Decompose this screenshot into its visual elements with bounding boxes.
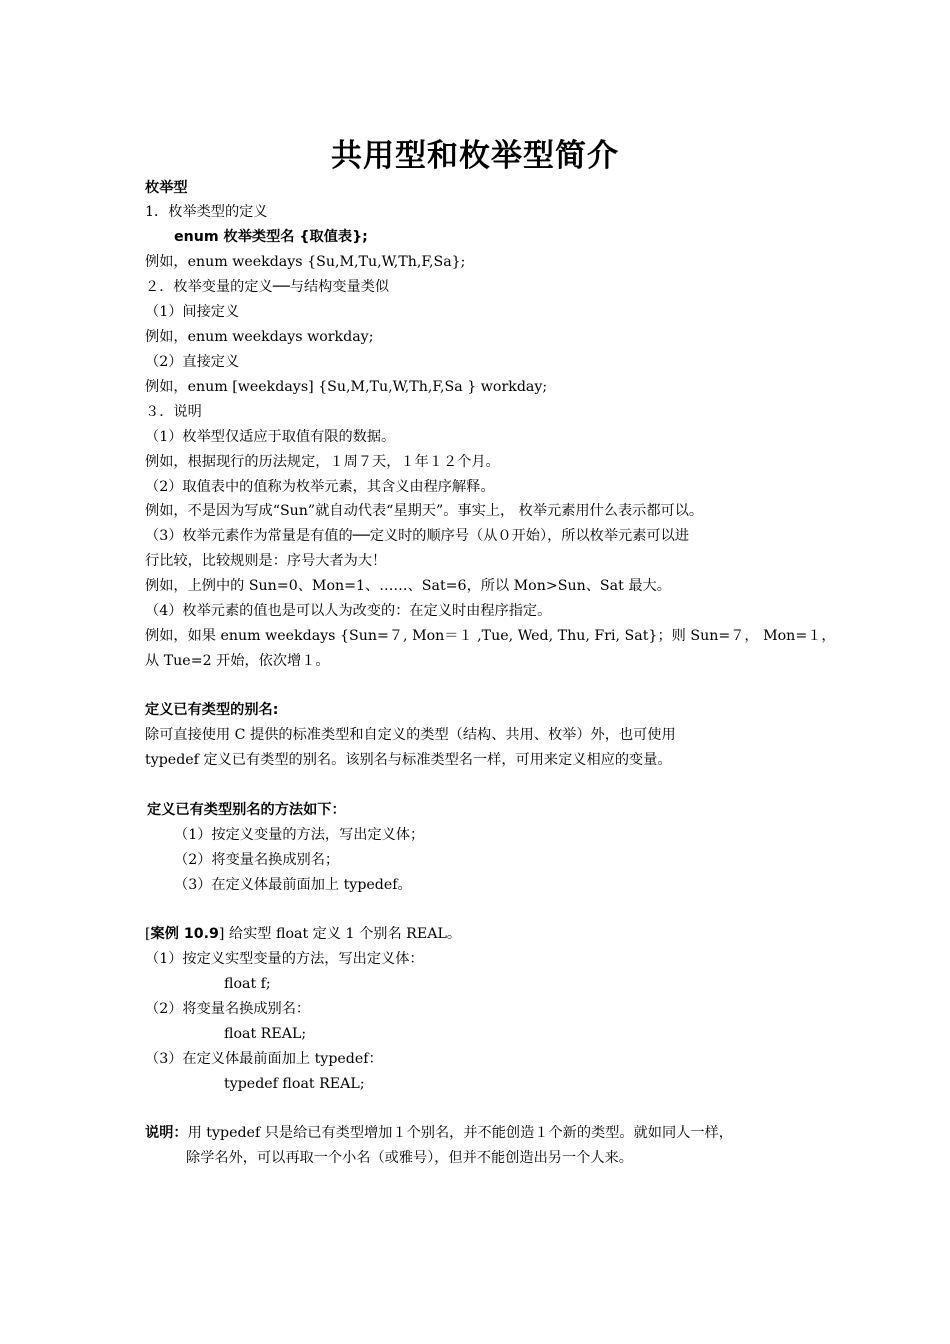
- text-line: 从 Tue=2 开始，依次增１。: [145, 653, 330, 669]
- text-line: （2）直接定义: [145, 354, 240, 370]
- text-line: （3）在定义体最前面加上 typedef。: [174, 877, 412, 893]
- text-line: （2）将变量名换成别名；: [174, 852, 340, 868]
- text-line: （4）枚举元素的值也是可以人为改变的：在定义时由程序指定。: [145, 603, 552, 619]
- example-label: 案例 10.9: [150, 926, 219, 942]
- text-line: （3）枚举元素作为常量是有值的──定义时的顺序号（从０开始），所以枚举元素可以进: [145, 528, 689, 544]
- bracket-open: [: [145, 926, 151, 942]
- code-line: typedef float REAL;: [224, 1076, 365, 1092]
- text-line: （2）取值表中的值称为枚举元素，其含义由程序解释。: [145, 479, 495, 495]
- note-line: [145, 1121, 825, 1146]
- text-line: （2）将变量名换成别名：: [145, 1001, 311, 1017]
- text-line: 例如，不是因为写成“Sun”就自动代表“星期天”。事实上， 枚举元素用什么表示都可以。: [145, 503, 704, 519]
- text-line: 例如，enum weekdays {Su,M,Tu,W,Th,F,Sa};: [145, 254, 466, 270]
- text-line: （1）枚举型仅适应于取值有限的数据。: [145, 429, 396, 445]
- note-text: 用 typedef 只是给已有类型增加１个别名，并不能创造１个新的类型。就如同人一样，: [187, 1125, 733, 1141]
- note-label: 说明：: [145, 1125, 188, 1141]
- text-line: 除可直接使用 C 提供的标准类型和自定义的类型（结构、共用、枚举）外，也可使用: [145, 727, 676, 743]
- subheading-method: 定义已有类型别名的方法如下：: [147, 802, 346, 818]
- text-line: ２．枚举变量的定义──与结构变量类似: [145, 279, 390, 295]
- text-line: 例如，enum weekdays workday;: [145, 329, 374, 345]
- text-line: （3）在定义体最前面加上 typedef：: [145, 1051, 383, 1067]
- text-line: 例如，如果 enum weekdays {Sun=７, Mon＝１ ,Tue, Wed, Thu, Fri, Sat}；则 Sun=７， Mon=１，: [145, 628, 836, 644]
- example-heading: [145, 922, 825, 947]
- example-text: ] 给实型 float 定义 1 个别名 REAL。: [218, 926, 462, 942]
- text-line: 例如，根据现行的历法规定，１周７天，１年１２个月。: [145, 454, 500, 470]
- section-heading-enum: 枚举型: [145, 180, 188, 196]
- code-line: float REAL;: [224, 1026, 307, 1042]
- code-line: float f;: [224, 976, 271, 992]
- text-line: ３．说明: [145, 404, 202, 420]
- text-line: 1．枚举类型的定义: [145, 204, 268, 220]
- text-line: （1）按定义变量的方法，写出定义体；: [174, 827, 425, 843]
- text-line: （1）间接定义: [145, 304, 240, 320]
- text-line: typedef 定义已有类型的别名。该别名与标准类型名一样，可用来定义相应的变量。: [145, 752, 672, 768]
- text-line: 例如，enum [weekdays] {Su,M,Tu,W,Th,F,Sa } workday;: [145, 379, 548, 395]
- code-line: enum 枚举类型名 {取值表};: [174, 229, 368, 245]
- page-title: 共用型和枚举型简介: [331, 138, 619, 174]
- text-line: 例如，上例中的 Sun=0、Mon=1、……、Sat=6，所以 Mon>Sun、Sat 最大。: [145, 578, 671, 594]
- text-line: 行比较，比较规则是：序号大者为大！: [145, 553, 387, 569]
- text-line: （1）按定义实型变量的方法，写出定义体：: [145, 951, 424, 967]
- section-heading-typedef: 定义已有类型的别名:: [145, 702, 279, 718]
- text-line: 除学名外，可以再取一个小名（或雅号），但并不能创造出另一个人来。: [186, 1150, 633, 1166]
